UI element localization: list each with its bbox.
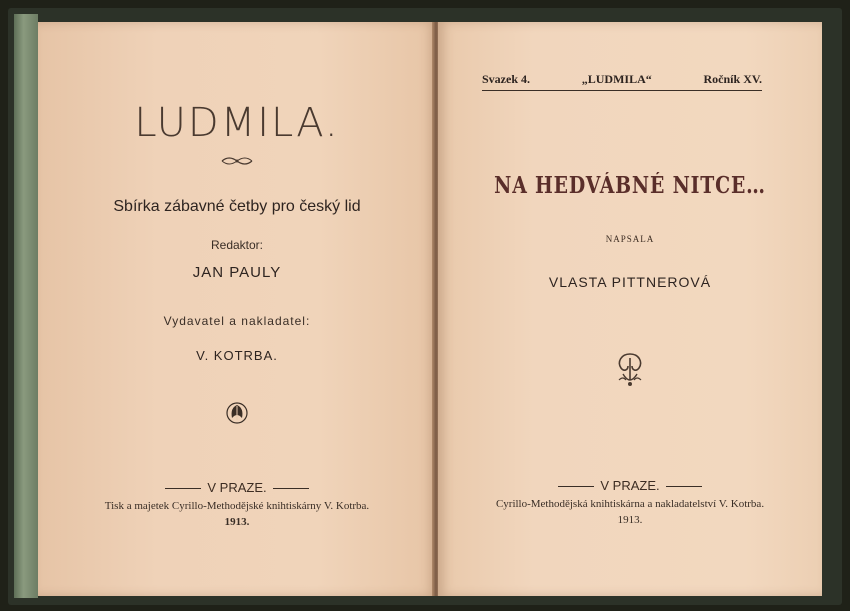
small-scroll-ornament-icon: [38, 154, 436, 173]
author-name: VLASTA PITTNEROVÁ: [548, 274, 712, 290]
rule-right-right: [666, 486, 702, 487]
left-page: [38, 22, 436, 596]
right-page: [438, 22, 822, 596]
rule-left-right: [558, 486, 594, 487]
volume: Svazek 4.: [482, 72, 530, 86]
publisher-name: V. KOTRBA.: [196, 348, 278, 363]
leaf-vignette-icon: [38, 400, 436, 431]
editor-name: JAN PAULY: [192, 264, 282, 281]
running-header: [482, 72, 762, 87]
rule-left: [165, 488, 201, 489]
cloth-binding: [14, 14, 38, 598]
subtitle: Sbírka zábavné četby pro český lid: [113, 198, 361, 215]
book-title: NA HEDVÁBNÉ NITCE…: [494, 172, 766, 199]
place-line-right: [438, 478, 822, 493]
year-label: Ročník XV.: [703, 72, 762, 86]
lyre-ornament-icon: [438, 350, 822, 395]
header-rule: [482, 90, 762, 91]
series-name: „LUDMILA“: [581, 72, 652, 86]
year-right: 1913.: [617, 514, 643, 526]
place-right: V PRAZE.: [600, 478, 660, 493]
series-title: LUDMILA.: [134, 100, 340, 146]
rule-right: [273, 488, 309, 489]
byline-label: NAPSALA: [605, 234, 655, 244]
place: V PRAZE.: [207, 480, 267, 495]
place-line: [38, 480, 436, 495]
year: 1913.: [224, 516, 250, 528]
imprint: Tisk a majetek Cyrillo-Methodějské knihtiskárny V. Kotrba.: [104, 500, 370, 512]
editor-label: Redaktor:: [210, 238, 264, 252]
imprint-right: Cyrillo-Methodějská knihtiskárna a nakladatelství V. Kotrba.: [495, 498, 765, 510]
publisher-label: Vydavatel a nakladatel:: [163, 314, 311, 328]
